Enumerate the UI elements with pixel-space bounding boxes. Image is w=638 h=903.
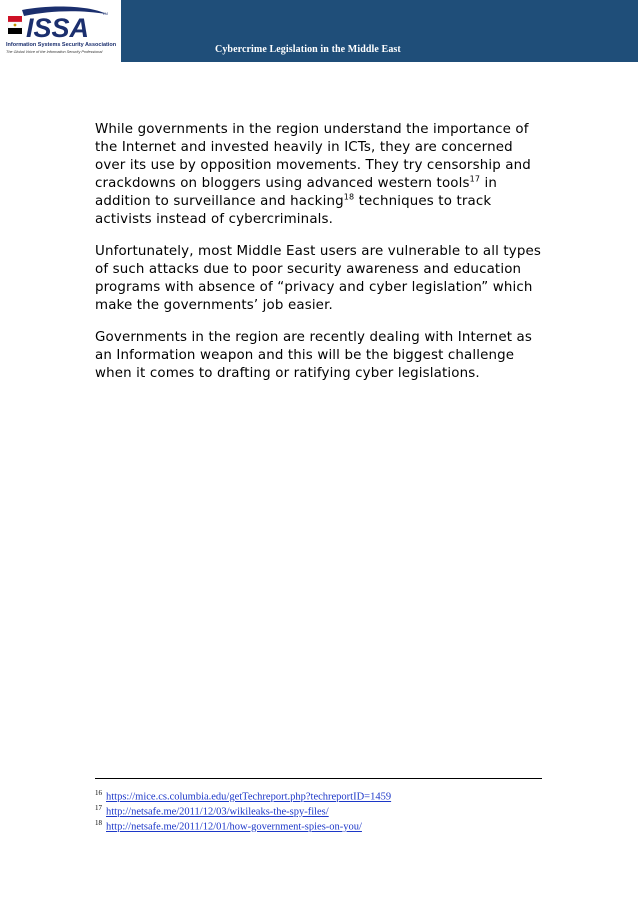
paragraph-text: While governments in the region understand the importance of the Internet and invested heavily in ICTs, they are concerned over its use by opposition movements. They try censorship and crackdowns on bloggers using advanced western tools: [95, 122, 531, 191]
paragraph-1: [95, 121, 545, 229]
footnote-16: [95, 786, 391, 801]
paragraph-text: techniques to track activists instead of cybercriminals.: [95, 194, 492, 227]
body-text: [95, 121, 545, 397]
footnotes: [95, 786, 391, 831]
footnote-number: 16: [95, 789, 102, 797]
footnote-link[interactable]: https://mice.cs.columbia.edu/getTechreport.php?techreportID=1459: [106, 791, 392, 803]
footnote-18: [95, 816, 391, 831]
footnote-ref-18[interactable]: 18: [343, 192, 355, 202]
issa-logo-mark: [2, 6, 116, 42]
issa-logo: [0, 0, 120, 62]
svg-text:TM: TM: [102, 11, 108, 16]
logo-tagline: Information Systems Security Association: [6, 42, 117, 48]
footnote-number: 18: [95, 819, 102, 827]
document-title: Cybercrime Legislation in the Middle East: [215, 44, 401, 55]
paragraph-text: in addition to surveillance and hacking: [95, 176, 498, 209]
logo-subtagline: The Global Voice of the Information Security Professional: [6, 50, 103, 54]
footnote-ref-17[interactable]: 17: [469, 174, 481, 184]
footnote-17: [95, 801, 391, 816]
paragraph-3: Governments in the region are recently dealing with Internet as an Information weapon and this will be the biggest challenge when it comes to drafting or ratifying cyber legislations.: [95, 330, 532, 381]
paragraph-2: Unfortunately, most Middle East users are vulnerable to all types of such attacks due to poor security awareness and education programs with absence of “privacy and cyber legislation” which make the governments’ job easier.: [95, 244, 542, 313]
footnote-number: 17: [95, 804, 102, 812]
footnote-link[interactable]: http://netsafe.me/2011/12/03/wikileaks-the-spy-files/: [106, 806, 329, 818]
footnote-link[interactable]: http://netsafe.me/2011/12/01/how-government-spies-on-you/: [106, 821, 362, 833]
footnote-separator: [95, 778, 542, 779]
page-header: [0, 0, 638, 62]
logo-wordmark: ISSA: [26, 13, 90, 42]
